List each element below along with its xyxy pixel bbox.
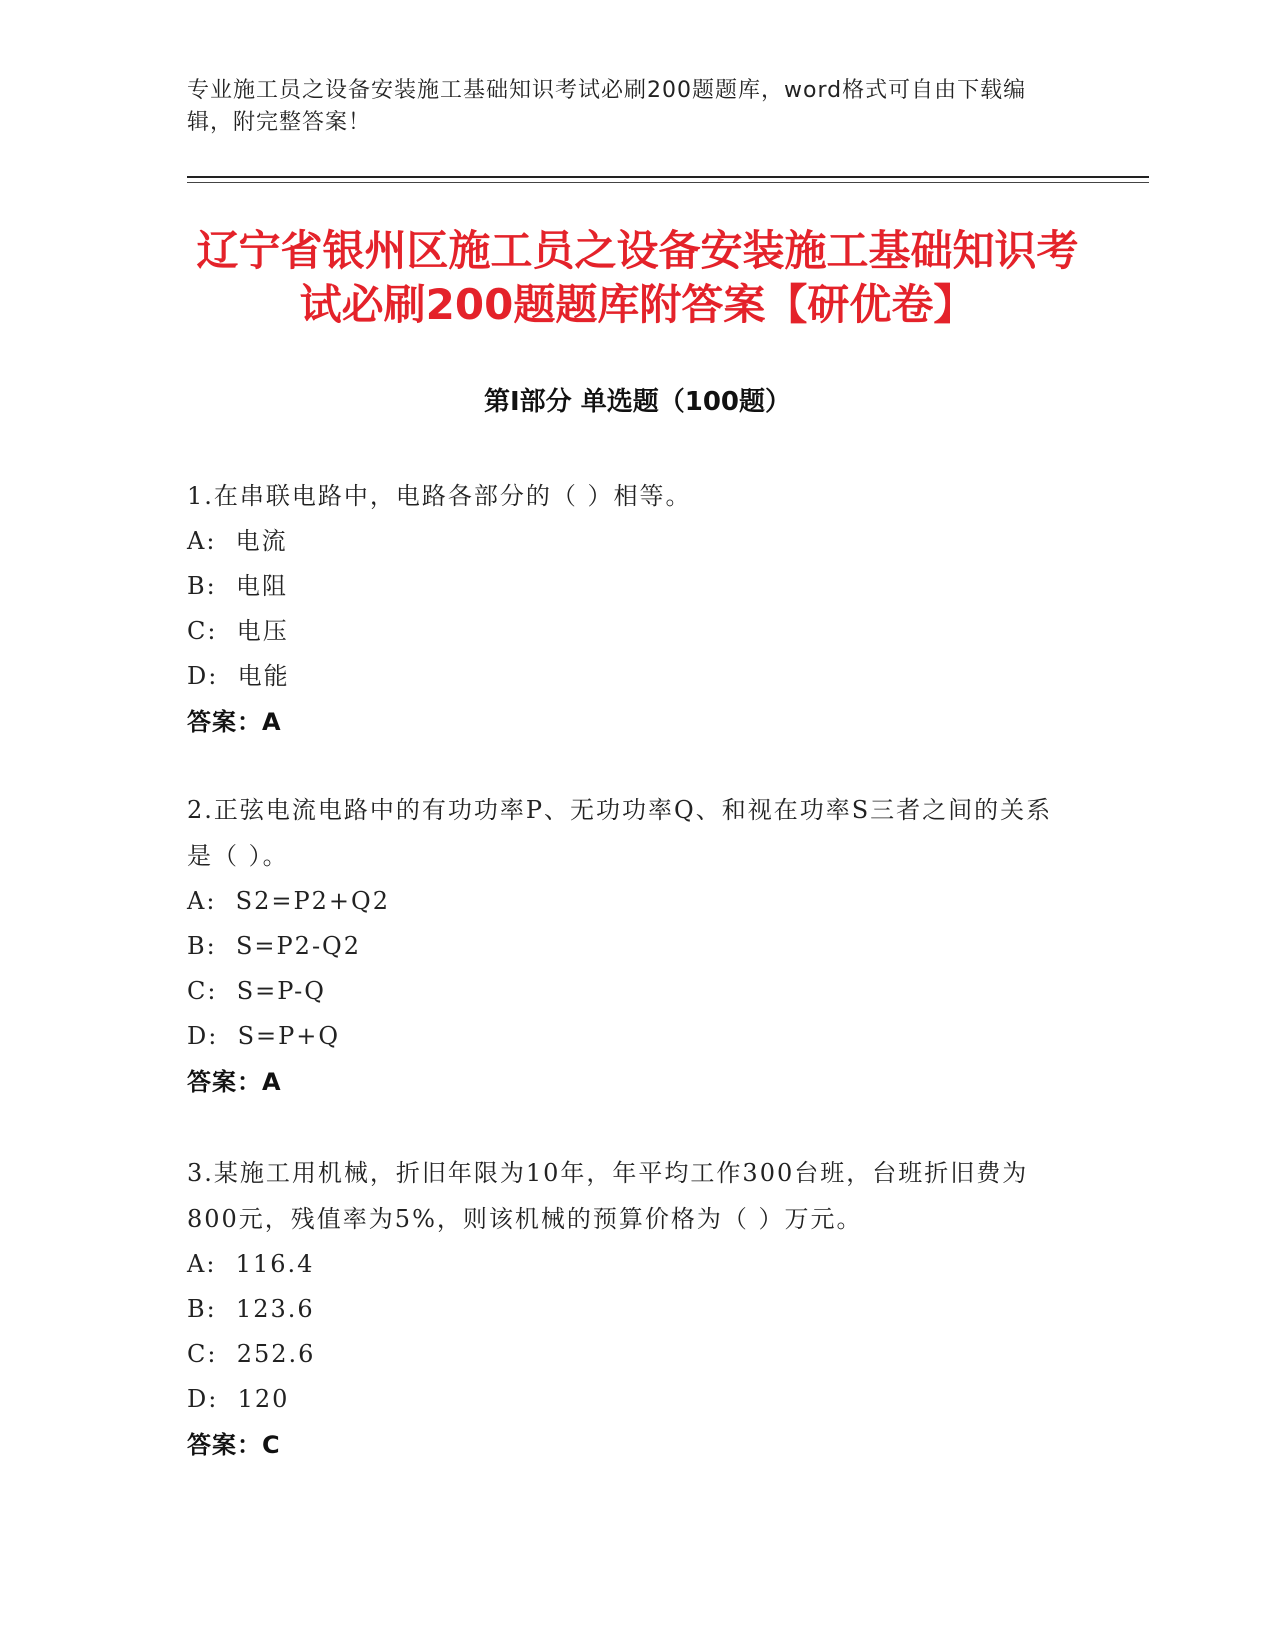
option-d: D: 电能 [187,662,290,690]
question-stem: 3.某施工用机械，折旧年限为10年，年平均工作300台班，台班折旧费为800元，残值率为5%，则该机械的预算价格为（ ）万元。 [187,1159,1029,1233]
question-1 [187,473,1067,745]
option-d: D: S=P+Q [187,1022,341,1050]
option-c: C: 电压 [187,617,289,645]
section-heading: 第Ⅰ部分 单选题（100题） [484,387,791,417]
option-b: B: 123.6 [187,1295,315,1323]
header-note: 专业施工员之设备安装施工基础知识考试必刷200题题库，word格式可自由下载编辑，附完整答案！ [187,78,1027,135]
option-b: B: S=P2-Q2 [187,932,362,960]
option-a: A: 电流 [187,527,288,555]
document-title: 辽宁省银州区施工员之设备安装施工基础知识考试必刷200题题库附答案【研优卷】 [196,226,1079,329]
option-a: A: 116.4 [187,1250,315,1278]
option-c: C: S=P-Q [187,977,326,1005]
question-answer: 答案：A [187,1068,282,1096]
option-d: D: 120 [187,1385,290,1413]
question-2 [187,787,1067,1105]
header-divider-thick [187,176,1149,178]
option-a: A: S2=P2+Q2 [187,887,390,915]
option-b: B: 电阻 [187,572,288,600]
question-answer: 答案：C [187,1431,281,1459]
option-c: C: 252.6 [187,1340,316,1368]
question-stem: 1.在串联电路中，电路各部分的（ ）相等。 [187,482,692,510]
header-divider-thin [187,182,1149,183]
question-answer: 答案：A [187,708,282,736]
question-stem: 2.正弦电流电路中的有功功率P、无功功率Q、和视在功率S三者之间的关系是（ ）。 [187,796,1053,870]
question-3 [187,1150,1067,1468]
